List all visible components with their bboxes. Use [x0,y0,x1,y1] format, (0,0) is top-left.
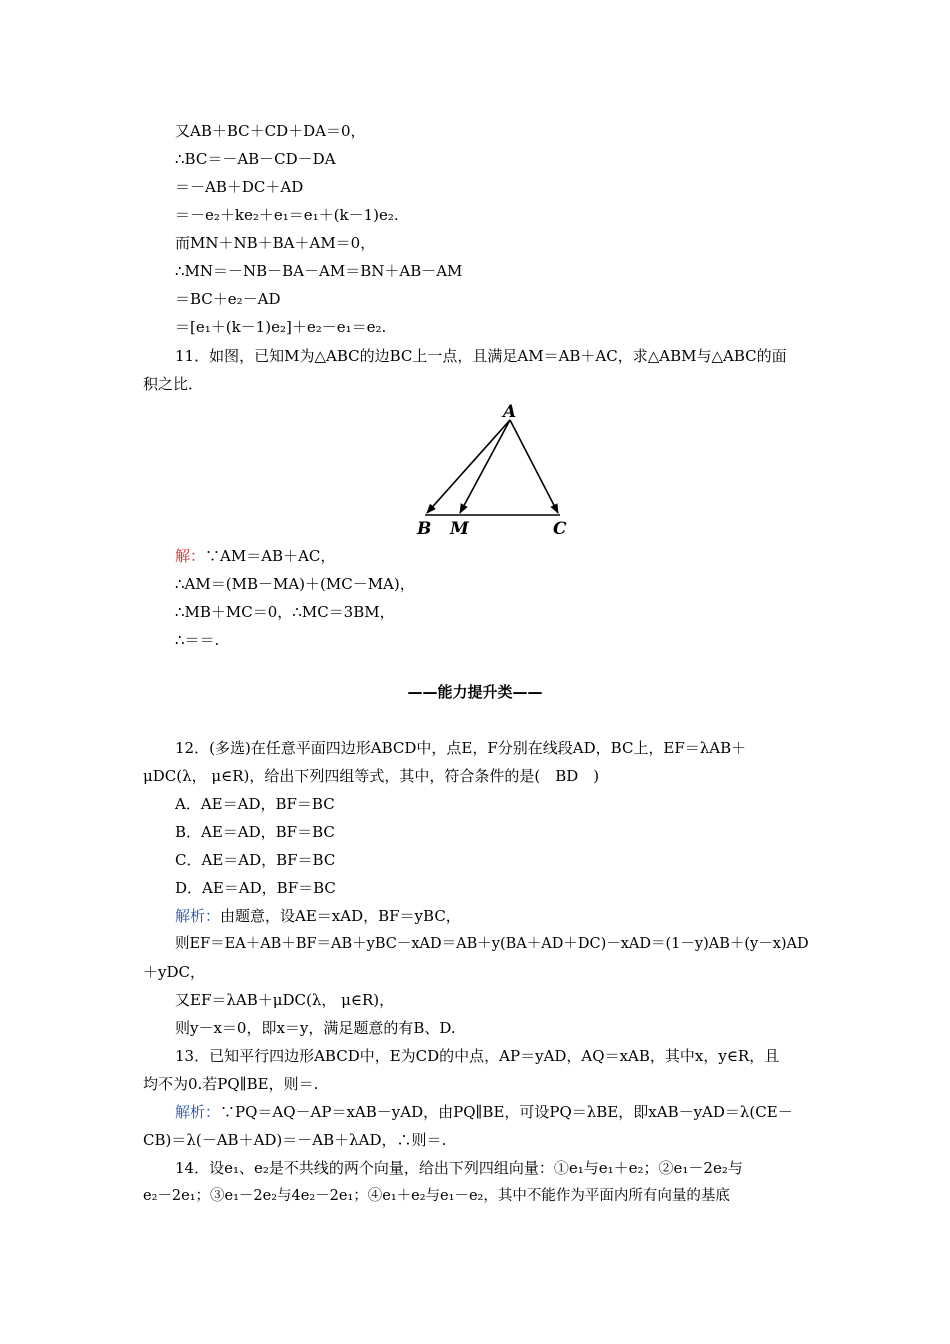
text-line: 则y－x＝0，即x＝y，满足题意的有B、D. [175,1019,456,1037]
text-line: 则EF＝EA＋AB＋BF＝AB＋yBC－xAD＝AB＋y(BA＋AD＋DC)－xAD＝(1－y)AB＋(y－x)AD [175,936,809,952]
label-m: M [450,519,469,539]
question-13: 13．已知平行四边形ABCD中，E为CD的中点，AP＝yAD，AQ＝xAB，其中x，y∈R，且 [175,1047,780,1065]
solution-label: 解： [175,547,206,565]
solution-11-line: 解：∵AM＝AB＋AC， [175,547,336,565]
label-a: A [503,402,517,422]
vector-ac [510,420,558,513]
analysis-label: 解析： [175,1103,221,1121]
question-13-cont: 均不为0.若PQ∥BE，则＝. [143,1075,319,1093]
text-line: ＝－AB＋DC＋AD [175,178,304,196]
text-line: ∴MB＋MC＝0，∴MC＝3BM， [175,603,395,621]
text-line: CB)＝λ(－AB＋AD)＝－AB＋λAD，∴则＝. [143,1131,447,1149]
text-line: ∴＝＝. [175,631,220,649]
option-a: A．AE＝AD，BF＝BC [175,795,335,813]
label-b: B [417,519,432,539]
text-line: 又EF＝λAB＋μDC(λ， μ∈R)， [175,991,395,1009]
text-line: ＝BC＋e₂－AD [175,290,281,308]
text-line: ＋yDC， [143,963,205,981]
analysis-label: 解析： [175,907,221,925]
text-line: ∴MN＝－NB－BA－AM＝BN＋AB－AM [175,262,463,280]
text-line: ＝－e₂＋ke₂＋e₁＝e₁＋(k－1)e₂. [175,206,399,224]
text-line: 又AB＋BC＋CD＋DA＝0， [175,122,366,140]
option-b: B．AE＝AD，BF＝BC [175,823,335,841]
section-heading: ——能力提升类—— [407,683,543,701]
label-c: C [553,519,567,539]
triangle-figure [410,400,580,540]
text-line: ∴BC＝－AB－CD－DA [175,150,336,168]
question-14: 14．设e₁、e₂是不共线的两个向量，给出下列四组向量：①e₁与e₁＋e₂；②e₁－2e₂与 [175,1159,743,1177]
analysis-13-line: 解析：∵PQ＝AQ－AP＝xAB－yAD，由PQ∥BE，可设PQ＝λBE，即xAB－yAD＝λ(CE－ [175,1103,793,1121]
text-line: ＝[e₁＋(k－1)e₂]＋e₂－e₁＝e₂. [175,318,387,336]
question-14-cont: e₂－2e₁；③e₁－2e₂与4e₂－2e₁；④e₁＋e₂与e₁－e₂，其中不能作为平面内所有向量的基底 [143,1188,730,1204]
text-line: ∴AM＝(MB－MA)＋(MC－MA)， [175,575,415,593]
vector-ab [427,420,510,513]
question-12: 12．(多选)在任意平面四边形ABCD中，点E，F分别在线段AD，BC上，EF＝λAB＋ [175,739,747,757]
question-11-cont: 积之比． [143,375,204,393]
option-c: C．AE＝AD，BF＝BC [175,851,336,869]
option-d: D．AE＝AD，BF＝BC [175,879,336,897]
question-12-cont: μDC(λ， μ∈R)，给出下列四组等式，其中，符合条件的是( BD ) [143,767,600,785]
analysis-12-line: 解析：由题意，设AE＝xAD，BF＝yBC， [175,907,461,925]
text-line: 而MN＋NB＋BA＋AM＝0， [175,234,376,252]
question-11: 11．如图，已知M为△ABC的边BC上一点，且满足AM＝AB＋AC，求△ABM与△ABC的面 [175,347,787,365]
